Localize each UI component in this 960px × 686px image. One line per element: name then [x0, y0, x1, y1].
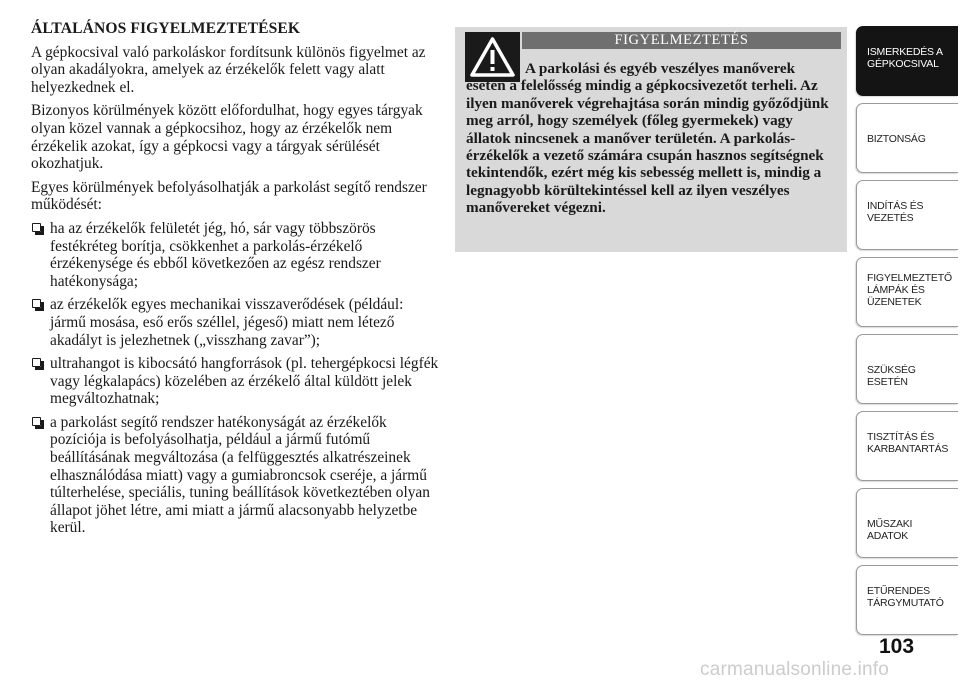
- intro-paragraph: A gépkocsival való parkoláskor fordítsunk különös figyelmet az olyan akadályokra, amelyek az érzékelők felett vagy alatt helyezkednek el.: [31, 43, 426, 96]
- list-item: az érzékelők egyes mechanikai visszaverődések (például: jármű mosása, eső erős széllel, jégeső) miatt nem létező akadályt is jelezhetnek („visszhang zavar”);: [31, 296, 441, 349]
- conditions-paragraph: Bizonyos körülmények között előfordulhat, hogy egyes tárgyak olyan közel vannak a gépkocsihoz, hogy az érzékelők nem érzékelik azokat, így a gépkocsi vagy a tárgyak sérülését okozhatjuk.: [31, 102, 423, 173]
- section-heading: ÁLTALÁNOS FIGYELMEZTETÉSEK: [31, 20, 301, 37]
- checkbox-bullet-icon: [32, 358, 41, 367]
- list-item: ha az érzékelők felületét jég, hó, sár vagy többszörös festékréteg borítja, csökkenhet a parkolás-érzékelő érzékenysége és ebből következően az egész rendszer hatékonysága;: [31, 220, 441, 290]
- tab-szukseg[interactable]: SZÜKSÉG ESETÉN: [856, 334, 958, 404]
- list-item: a parkolást segítő rendszer hatékonyságát az érzékelők pozíciója is befolyásolhatja, például a jármű futómű beállításának megváltozása (a felfüggesztés alkatrészeinek elhasználódása miatt) vagy a gumiabroncsok cseréje, a jármű túlterhelése, speciális, tuning beállítások következtében olyan állapot jöhet létre, ami miatt a jármű alacsonyabb helyzetbe kerül.: [31, 414, 441, 537]
- list-item: ultrahangot is kibocsátó hangforrások (pl. tehergépkocsi légfék vagy légkalapács) közelében az érzékelő által küldött jelek megváltozhatnak;: [31, 355, 441, 408]
- factors-paragraph: Egyes körülmények befolyásolhatják a parkolást segítő rendszer működését:: [31, 178, 427, 214]
- tab-ismerkedes[interactable]: ISMERKEDÉS A GÉPKOCSIVAL: [856, 26, 958, 96]
- tab-figyelmezteto[interactable]: FIGYELMEZTETŐ LÁMPÁK ÉS ÜZENETEK: [856, 257, 958, 327]
- warning-box: [455, 27, 847, 252]
- chapter-tabs: [856, 26, 958, 642]
- checkbox-bullet-icon: [32, 223, 41, 232]
- tab-biztonsag[interactable]: BIZTONSÁG: [856, 103, 958, 173]
- watermark: carmanualsonline.info: [700, 659, 890, 680]
- tab-tisztitas[interactable]: TISZTÍTÁS ÉS KARBANTARTÁS: [856, 411, 958, 481]
- checkbox-bullet-icon: [32, 417, 41, 426]
- tab-inditas[interactable]: INDÍTÁS ÉS VEZETÉS: [856, 180, 958, 250]
- main-text-column: [31, 20, 441, 543]
- tab-muszaki[interactable]: MŰSZAKI ADATOK: [856, 488, 958, 558]
- factors-list: [31, 220, 441, 537]
- warning-title: FIGYELMEZTETÉS: [522, 32, 841, 49]
- tab-targymutato[interactable]: ETŰRENDES TÁRGYMUTATÓ: [856, 565, 958, 635]
- page-number: 103: [879, 635, 915, 658]
- checkbox-bullet-icon: [32, 299, 41, 308]
- warning-text: A parkolási és egyéb veszélyes manőverek esetén a felelősség mindig a gépkocsivezetőt terheli. Az ilyen manőverek végrehajtása során mindig győződjünk meg arról, hogy személyek (főleg gyermekek) vagy állatok nincsenek a manőver területén. A parkolás-érzékelők a vezető számára csupán hasznos segítségnek tekintendők, ezért még kis sebesség mellett is, mindig a legnagyobb körültekintéssel kell az ilyen veszélyes manővereket végezni.: [466, 60, 829, 217]
